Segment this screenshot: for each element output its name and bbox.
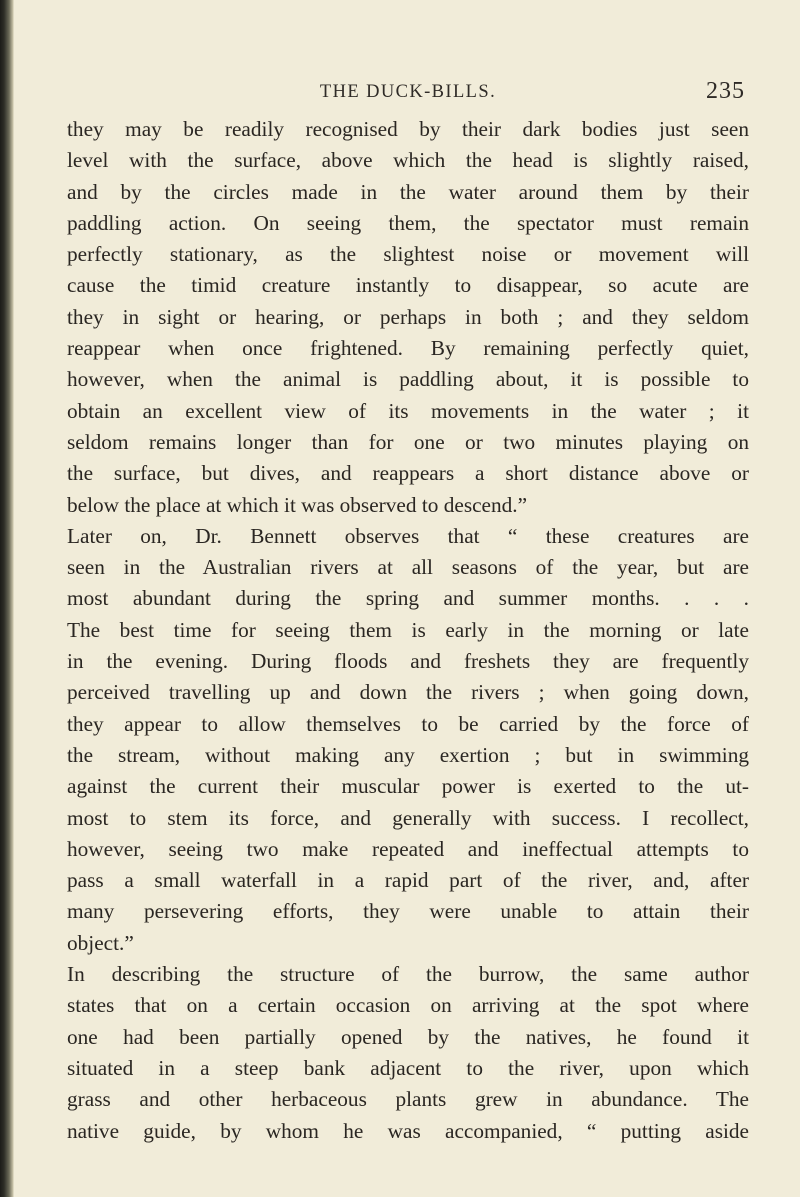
text-line: cause the timid creature instantly to disappear, so acute are <box>67 273 749 298</box>
running-head <box>67 78 749 114</box>
text-line: perfectly stationary, as the slightest noise or movement will <box>67 242 749 267</box>
text-line: the surface, but dives, and reappears a short distance above or <box>67 461 749 486</box>
page-number: 235 <box>706 78 745 104</box>
text-line: seldom remains longer than for one or two minutes playing on <box>67 429 749 454</box>
text-line: reappear when once frightened. By remaining perfectly quiet, <box>67 336 749 361</box>
text-line: however, when the animal is paddling about, it is possible to <box>67 367 749 392</box>
text-line: Later on, Dr. Bennett observes that “ these creatures are <box>67 523 749 548</box>
text-line: however, seeing two make repeated and ineffectual attempts to <box>67 836 749 861</box>
text-line: they may be readily recognised by their dark bodies just seen <box>67 117 749 141</box>
text-line: they appear to allow themselves to be carried by the force of <box>67 711 749 736</box>
running-title: THE DUCK-BILLS. <box>319 82 497 102</box>
text-line: situated in a steep bank adjacent to the river, upon which <box>67 1055 749 1080</box>
text-line: level with the surface, above which the head is slightly raised, <box>67 148 749 173</box>
text-line: most to stem its force, and generally with success. I recollect, <box>67 805 749 830</box>
text-line: object.” <box>67 930 134 955</box>
text-line: the stream, without making any exertion ; but in swimming <box>67 742 749 767</box>
text-line: against the current their muscular power is exerted to the ut- <box>67 774 749 799</box>
text-line: grass and other herbaceous plants grew in abundance. The <box>67 1087 749 1112</box>
text-line: many persevering efforts, they were unable to attain their <box>67 899 749 924</box>
text-line: In describing the structure of the burrow, the same author <box>67 962 749 987</box>
text-line: they in sight or hearing, or perhaps in both ; and they seldom <box>67 304 749 329</box>
text-line: most abundant during the spring and summer months. . . . <box>67 586 749 611</box>
text-line: below the place at which it was observed to descend.” <box>67 492 528 517</box>
body-text <box>67 114 749 1147</box>
book-gutter-shadow <box>0 0 14 1197</box>
text-line: in the evening. During floods and freshets they are frequently <box>67 649 749 674</box>
text-line: The best time for seeing them is early in the morning or late <box>67 617 749 642</box>
book-page <box>67 78 749 1147</box>
text-line: perceived travelling up and down the rivers ; when going down, <box>67 680 749 705</box>
text-line: pass a small waterfall in a rapid part of the river, and, after <box>67 868 749 893</box>
text-line: native guide, by whom he was accompanied, “ putting aside <box>67 1118 749 1143</box>
text-line: obtain an excellent view of its movements in the water ; it <box>67 398 749 423</box>
text-line: paddling action. On seeing them, the spectator must remain <box>67 210 749 235</box>
text-line: and by the circles made in the water around them by their <box>67 179 749 204</box>
text-line: states that on a certain occasion on arriving at the spot where <box>67 993 749 1018</box>
text-line: one had been partially opened by the natives, he found it <box>67 1024 749 1049</box>
text-line: seen in the Australian rivers at all seasons of the year, but are <box>67 555 749 580</box>
